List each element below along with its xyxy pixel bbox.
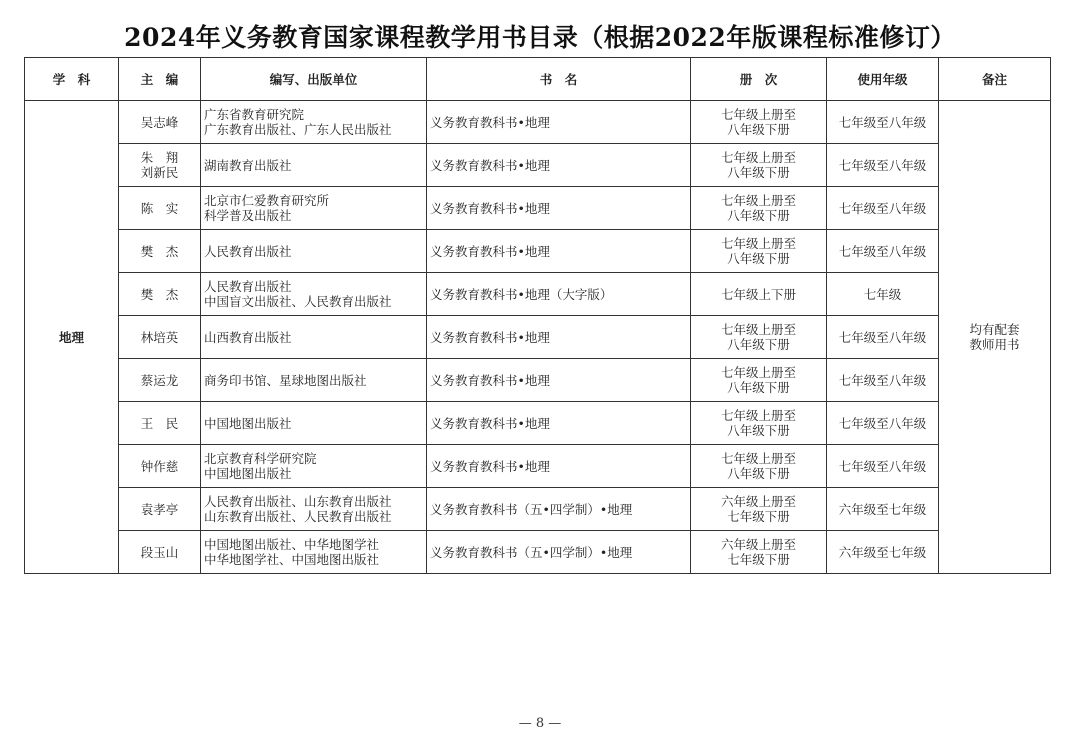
editor-cell-line: 陈 实 <box>140 200 179 216</box>
volume-cell <box>691 445 827 488</box>
publisher-cell <box>201 402 427 445</box>
book-cell: 义务教育教科书•地理 <box>427 359 691 402</box>
volume-cell <box>691 144 827 187</box>
book-cell: 义务教育教科书（五•四学制）•地理 <box>427 488 691 531</box>
volume-cell <box>691 488 827 531</box>
editor-cell-line: 樊 杰 <box>140 286 179 302</box>
editor-cell <box>119 402 201 445</box>
editor-cell-line: 樊 杰 <box>140 243 179 259</box>
grade-cell: 七年级至八年级 <box>827 230 939 273</box>
table-row <box>25 101 1051 144</box>
grade-cell: 六年级至七年级 <box>827 531 939 574</box>
publisher-cell-line: 中国地图出版社 <box>204 466 292 481</box>
editor-cell <box>119 445 201 488</box>
header-editor: 主 编 <box>119 58 201 101</box>
publisher-cell <box>201 187 427 230</box>
table-row <box>25 316 1051 359</box>
page-number: — 8 — <box>518 716 562 731</box>
editor-cell <box>119 230 201 273</box>
remark-cell-line: 教师用书 <box>969 337 1020 352</box>
header-volume: 册 次 <box>691 58 827 101</box>
volume-cell-line: 八年级下册 <box>727 165 790 180</box>
table-row <box>25 187 1051 230</box>
book-cell: 义务教育教科书•地理 <box>427 316 691 359</box>
editor-cell <box>119 144 201 187</box>
table-row <box>25 144 1051 187</box>
volume-cell-line: 六年级上册至 <box>720 537 796 552</box>
editor-cell-line: 钟作慈 <box>140 458 179 474</box>
editor-cell-line: 林培英 <box>140 329 179 345</box>
book-cell: 义务教育教科书•地理 <box>427 144 691 187</box>
publisher-cell-line: 北京市仁爱教育研究所 <box>204 193 330 208</box>
editor-cell <box>119 187 201 230</box>
publisher-cell-line: 人民教育出版社 <box>204 243 292 259</box>
publisher-cell <box>201 144 427 187</box>
volume-cell-line: 七年级上册至 <box>720 150 796 165</box>
volume-cell <box>691 359 827 402</box>
page-title: 2024年义务教育国家课程教学用书目录（根据2022年版课程标准修订） <box>124 23 956 52</box>
grade-cell: 七年级至八年级 <box>827 187 939 230</box>
volume-cell <box>691 273 827 316</box>
editor-cell-line: 刘新民 <box>140 165 179 180</box>
table-row <box>25 531 1051 574</box>
volume-cell-line: 七年级下册 <box>727 552 790 567</box>
publisher-cell-line: 北京教育科学研究院 <box>204 451 317 466</box>
remark-cell <box>939 101 1051 574</box>
volume-cell-line: 八年级下册 <box>727 208 790 223</box>
header-publisher: 编写、出版单位 <box>201 58 427 101</box>
publisher-cell <box>201 445 427 488</box>
volume-cell-line: 七年级上册至 <box>720 451 796 466</box>
editor-cell-line: 段玉山 <box>140 544 179 560</box>
volume-cell-line: 六年级上册至 <box>720 494 796 509</box>
volume-cell <box>691 316 827 359</box>
volume-cell <box>691 402 827 445</box>
volume-cell-line: 八年级下册 <box>727 380 790 395</box>
publisher-cell <box>201 316 427 359</box>
publisher-cell-line: 广东教育出版社、广东人民出版社 <box>204 122 392 137</box>
publisher-cell-line: 人民教育出版社 <box>204 279 292 294</box>
volume-cell <box>691 230 827 273</box>
book-cell: 义务教育教科书•地理 <box>427 187 691 230</box>
table-row <box>25 445 1051 488</box>
volume-cell-line: 八年级下册 <box>727 466 790 481</box>
table-row <box>25 230 1051 273</box>
publisher-cell-line: 中国地图出版社、中华地图学社 <box>204 537 380 552</box>
volume-cell-line: 七年级上册至 <box>720 236 796 251</box>
header-grade: 使用年级 <box>827 58 939 101</box>
volume-cell-line: 七年级上下册 <box>720 286 796 302</box>
publisher-cell-line: 商务印书馆、星球地图出版社 <box>204 372 367 388</box>
remark-cell-line: 均有配套 <box>969 322 1020 337</box>
book-cell: 义务教育教科书•地理 <box>427 230 691 273</box>
book-cell: 义务教育教科书•地理 <box>427 402 691 445</box>
volume-cell-line: 七年级上册至 <box>720 408 796 423</box>
publisher-cell-line: 中国地图出版社 <box>204 415 292 431</box>
editor-cell-line: 蔡运龙 <box>140 372 179 388</box>
publisher-cell-line: 人民教育出版社、山东教育出版社 <box>204 494 392 509</box>
publisher-cell-line: 广东省教育研究院 <box>204 107 305 122</box>
editor-cell <box>119 488 201 531</box>
volume-cell <box>691 531 827 574</box>
header-remark: 备注 <box>939 58 1051 101</box>
editor-cell <box>119 359 201 402</box>
book-cell: 义务教育教科书（五•四学制）•地理 <box>427 531 691 574</box>
grade-cell: 七年级至八年级 <box>827 359 939 402</box>
publisher-cell <box>201 359 427 402</box>
publisher-cell <box>201 531 427 574</box>
grade-cell: 七年级 <box>827 273 939 316</box>
table-row <box>25 488 1051 531</box>
table-header-row <box>25 58 1051 101</box>
header-book: 书 名 <box>427 58 691 101</box>
grade-cell: 七年级至八年级 <box>827 144 939 187</box>
editor-cell-line: 吴志峰 <box>140 114 179 130</box>
volume-cell-line: 八年级下册 <box>727 337 790 352</box>
grade-cell: 七年级至八年级 <box>827 316 939 359</box>
volume-cell <box>691 187 827 230</box>
volume-cell-line: 八年级下册 <box>727 423 790 438</box>
volume-cell-line: 七年级上册至 <box>720 365 796 380</box>
subject-cell: 地理 <box>25 101 119 574</box>
book-cell: 义务教育教科书•地理 <box>427 101 691 144</box>
book-cell: 义务教育教科书•地理 <box>427 445 691 488</box>
book-cell: 义务教育教科书•地理（大字版） <box>427 273 691 316</box>
volume-cell-line: 七年级上册至 <box>720 322 796 337</box>
publisher-cell-line: 中华地图学社、中国地图出版社 <box>204 552 380 567</box>
volume-cell <box>691 101 827 144</box>
publisher-cell <box>201 273 427 316</box>
publisher-cell-line: 山东教育出版社、人民教育出版社 <box>204 509 392 524</box>
header-subject: 学 科 <box>25 58 119 101</box>
editor-cell <box>119 101 201 144</box>
table-row <box>25 273 1051 316</box>
publisher-cell-line: 科学普及出版社 <box>204 208 292 223</box>
grade-cell: 七年级至八年级 <box>827 445 939 488</box>
editor-cell <box>119 316 201 359</box>
editor-cell <box>119 531 201 574</box>
editor-cell-line: 朱 翔 <box>140 150 179 165</box>
grade-cell: 七年级至八年级 <box>827 101 939 144</box>
publisher-cell <box>201 230 427 273</box>
editor-cell-line: 袁孝亭 <box>140 501 179 517</box>
publisher-cell <box>201 101 427 144</box>
volume-cell-line: 八年级下册 <box>727 122 790 137</box>
table-row <box>25 359 1051 402</box>
textbook-table <box>24 57 1051 574</box>
volume-cell-line: 七年级下册 <box>727 509 790 524</box>
volume-cell-line: 七年级上册至 <box>720 107 796 122</box>
editor-cell-line: 王 民 <box>140 415 179 431</box>
volume-cell-line: 八年级下册 <box>727 251 790 266</box>
publisher-cell-line: 中国盲文出版社、人民教育出版社 <box>204 294 392 309</box>
grade-cell: 六年级至七年级 <box>827 488 939 531</box>
editor-cell <box>119 273 201 316</box>
table-row <box>25 402 1051 445</box>
publisher-cell <box>201 488 427 531</box>
publisher-cell-line: 山西教育出版社 <box>204 329 292 345</box>
grade-cell: 七年级至八年级 <box>827 402 939 445</box>
publisher-cell-line: 湖南教育出版社 <box>204 157 292 173</box>
volume-cell-line: 七年级上册至 <box>720 193 796 208</box>
